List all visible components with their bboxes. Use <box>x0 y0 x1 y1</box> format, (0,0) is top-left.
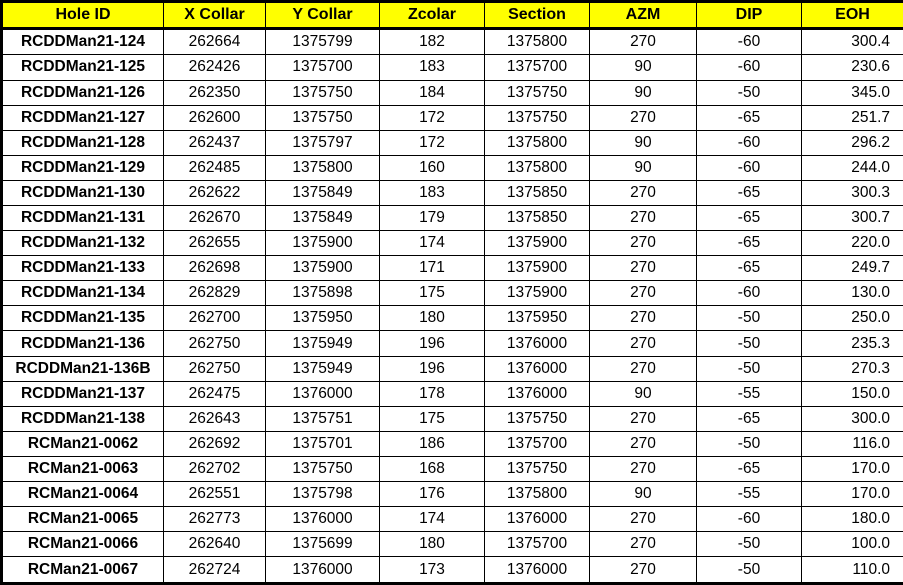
cell-x-collar: 262350 <box>164 80 266 105</box>
table-row <box>2 205 903 230</box>
cell-hole-id: RCDDMan21-126 <box>2 80 164 105</box>
header-eoh: EOH <box>802 2 903 29</box>
cell-eoh: 251.7 <box>802 105 903 130</box>
cell-hole-id: RCDDMan21-128 <box>2 130 164 155</box>
cell-eoh: 270.3 <box>802 356 903 381</box>
cell-zcolar: 174 <box>380 507 485 532</box>
cell-azm: 270 <box>590 532 697 557</box>
cell-eoh: 300.0 <box>802 406 903 431</box>
cell-zcolar: 174 <box>380 231 485 256</box>
cell-zcolar: 183 <box>380 55 485 80</box>
cell-section: 1375950 <box>485 306 590 331</box>
cell-dip: -50 <box>697 331 802 356</box>
cell-x-collar: 262750 <box>164 356 266 381</box>
cell-section: 1375700 <box>485 431 590 456</box>
cell-dip: -50 <box>697 431 802 456</box>
header-y-collar: Y Collar <box>266 2 380 29</box>
table-row <box>2 306 903 331</box>
cell-zcolar: 168 <box>380 456 485 481</box>
cell-x-collar: 262664 <box>164 29 266 55</box>
cell-hole-id: RCMan21-0062 <box>2 431 164 456</box>
table-row <box>2 331 903 356</box>
cell-eoh: 235.3 <box>802 331 903 356</box>
cell-hole-id: RCDDMan21-129 <box>2 155 164 180</box>
cell-azm: 270 <box>590 431 697 456</box>
cell-x-collar: 262773 <box>164 507 266 532</box>
cell-hole-id: RCDDMan21-137 <box>2 381 164 406</box>
cell-azm: 270 <box>590 507 697 532</box>
cell-hole-id: RCMan21-0066 <box>2 532 164 557</box>
cell-hole-id: RCDDMan21-127 <box>2 105 164 130</box>
cell-eoh: 116.0 <box>802 431 903 456</box>
cell-dip: -65 <box>697 456 802 481</box>
cell-y-collar: 1375900 <box>266 256 380 281</box>
cell-zcolar: 183 <box>380 180 485 205</box>
cell-hole-id: RCDDMan21-130 <box>2 180 164 205</box>
table-row <box>2 406 903 431</box>
cell-hole-id: RCMan21-0067 <box>2 557 164 584</box>
cell-y-collar: 1375700 <box>266 55 380 80</box>
cell-zcolar: 196 <box>380 356 485 381</box>
cell-x-collar: 262437 <box>164 130 266 155</box>
table-row <box>2 281 903 306</box>
table-row <box>2 507 903 532</box>
cell-dip: -65 <box>697 406 802 431</box>
table-row <box>2 80 903 105</box>
cell-eoh: 244.0 <box>802 155 903 180</box>
cell-azm: 90 <box>590 130 697 155</box>
cell-x-collar: 262643 <box>164 406 266 431</box>
cell-section: 1376000 <box>485 331 590 356</box>
cell-y-collar: 1375950 <box>266 306 380 331</box>
table-row <box>2 55 903 80</box>
cell-dip: -60 <box>697 155 802 180</box>
cell-zcolar: 184 <box>380 80 485 105</box>
cell-dip: -55 <box>697 482 802 507</box>
cell-section: 1375800 <box>485 155 590 180</box>
cell-x-collar: 262724 <box>164 557 266 584</box>
cell-dip: -55 <box>697 381 802 406</box>
cell-hole-id: RCDDMan21-132 <box>2 231 164 256</box>
cell-dip: -50 <box>697 557 802 584</box>
cell-x-collar: 262485 <box>164 155 266 180</box>
table-row <box>2 532 903 557</box>
cell-y-collar: 1375751 <box>266 406 380 431</box>
cell-eoh: 300.3 <box>802 180 903 205</box>
cell-azm: 90 <box>590 482 697 507</box>
table-row <box>2 456 903 481</box>
cell-x-collar: 262600 <box>164 105 266 130</box>
cell-dip: -50 <box>697 80 802 105</box>
cell-x-collar: 262702 <box>164 456 266 481</box>
cell-section: 1375750 <box>485 105 590 130</box>
cell-y-collar: 1375898 <box>266 281 380 306</box>
cell-x-collar: 262829 <box>164 281 266 306</box>
table-row <box>2 180 903 205</box>
cell-azm: 270 <box>590 29 697 55</box>
cell-section: 1376000 <box>485 507 590 532</box>
cell-eoh: 180.0 <box>802 507 903 532</box>
cell-azm: 90 <box>590 155 697 180</box>
table-row <box>2 155 903 180</box>
cell-x-collar: 262475 <box>164 381 266 406</box>
cell-y-collar: 1375798 <box>266 482 380 507</box>
cell-hole-id: RCDDMan21-133 <box>2 256 164 281</box>
cell-hole-id: RCDDMan21-135 <box>2 306 164 331</box>
cell-y-collar: 1375800 <box>266 155 380 180</box>
cell-azm: 270 <box>590 557 697 584</box>
table-row <box>2 231 903 256</box>
table-row <box>2 381 903 406</box>
cell-y-collar: 1375797 <box>266 130 380 155</box>
cell-dip: -65 <box>697 105 802 130</box>
table-body <box>2 29 903 584</box>
cell-section: 1375800 <box>485 29 590 55</box>
cell-y-collar: 1375849 <box>266 205 380 230</box>
cell-azm: 270 <box>590 205 697 230</box>
cell-zcolar: 182 <box>380 29 485 55</box>
cell-eoh: 249.7 <box>802 256 903 281</box>
cell-dip: -65 <box>697 256 802 281</box>
cell-section: 1375750 <box>485 406 590 431</box>
cell-dip: -60 <box>697 29 802 55</box>
cell-eoh: 100.0 <box>802 532 903 557</box>
cell-section: 1375900 <box>485 281 590 306</box>
cell-section: 1375700 <box>485 532 590 557</box>
cell-y-collar: 1375750 <box>266 105 380 130</box>
cell-dip: -50 <box>697 356 802 381</box>
table-row <box>2 482 903 507</box>
table-row <box>2 29 903 55</box>
cell-hole-id: RCMan21-0064 <box>2 482 164 507</box>
cell-zcolar: 175 <box>380 281 485 306</box>
cell-y-collar: 1375949 <box>266 331 380 356</box>
cell-x-collar: 262698 <box>164 256 266 281</box>
cell-hole-id: RCMan21-0065 <box>2 507 164 532</box>
header-dip: DIP <box>697 2 802 29</box>
cell-y-collar: 1376000 <box>266 557 380 584</box>
table-header-row <box>2 2 903 29</box>
cell-section: 1375900 <box>485 231 590 256</box>
cell-hole-id: RCDDMan21-125 <box>2 55 164 80</box>
cell-section: 1375850 <box>485 205 590 230</box>
cell-eoh: 296.2 <box>802 130 903 155</box>
cell-hole-id: RCDDMan21-124 <box>2 29 164 55</box>
header-section: Section <box>485 2 590 29</box>
cell-zcolar: 180 <box>380 306 485 331</box>
cell-hole-id: RCMan21-0063 <box>2 456 164 481</box>
header-x-collar: X Collar <box>164 2 266 29</box>
cell-dip: -60 <box>697 281 802 306</box>
cell-y-collar: 1376000 <box>266 381 380 406</box>
cell-azm: 270 <box>590 306 697 331</box>
cell-dip: -60 <box>697 507 802 532</box>
cell-eoh: 170.0 <box>802 482 903 507</box>
cell-eoh: 250.0 <box>802 306 903 331</box>
cell-eoh: 170.0 <box>802 456 903 481</box>
cell-azm: 270 <box>590 281 697 306</box>
cell-y-collar: 1375849 <box>266 180 380 205</box>
cell-eoh: 220.0 <box>802 231 903 256</box>
cell-zcolar: 171 <box>380 256 485 281</box>
cell-zcolar: 172 <box>380 130 485 155</box>
cell-zcolar: 160 <box>380 155 485 180</box>
cell-dip: -50 <box>697 306 802 331</box>
cell-section: 1375800 <box>485 482 590 507</box>
cell-dip: -65 <box>697 231 802 256</box>
cell-section: 1375700 <box>485 55 590 80</box>
header-hole-id: Hole ID <box>2 2 164 29</box>
cell-zcolar: 178 <box>380 381 485 406</box>
cell-zcolar: 176 <box>380 482 485 507</box>
cell-azm: 270 <box>590 105 697 130</box>
table-row <box>2 431 903 456</box>
cell-azm: 90 <box>590 80 697 105</box>
cell-hole-id: RCDDMan21-136 <box>2 331 164 356</box>
cell-y-collar: 1375750 <box>266 456 380 481</box>
cell-x-collar: 262750 <box>164 331 266 356</box>
cell-eoh: 300.4 <box>802 29 903 55</box>
cell-x-collar: 262655 <box>164 231 266 256</box>
cell-section: 1375750 <box>485 80 590 105</box>
cell-azm: 270 <box>590 456 697 481</box>
cell-azm: 270 <box>590 331 697 356</box>
cell-x-collar: 262670 <box>164 205 266 230</box>
cell-zcolar: 179 <box>380 205 485 230</box>
cell-zcolar: 180 <box>380 532 485 557</box>
cell-hole-id: RCDDMan21-134 <box>2 281 164 306</box>
cell-eoh: 110.0 <box>802 557 903 584</box>
cell-zcolar: 186 <box>380 431 485 456</box>
cell-hole-id: RCDDMan21-138 <box>2 406 164 431</box>
table-row <box>2 105 903 130</box>
cell-section: 1376000 <box>485 356 590 381</box>
cell-y-collar: 1375701 <box>266 431 380 456</box>
cell-x-collar: 262551 <box>164 482 266 507</box>
cell-zcolar: 173 <box>380 557 485 584</box>
cell-dip: -65 <box>697 205 802 230</box>
cell-zcolar: 175 <box>380 406 485 431</box>
cell-zcolar: 196 <box>380 331 485 356</box>
cell-section: 1375900 <box>485 256 590 281</box>
cell-y-collar: 1375949 <box>266 356 380 381</box>
cell-dip: -60 <box>697 55 802 80</box>
cell-azm: 90 <box>590 55 697 80</box>
cell-zcolar: 172 <box>380 105 485 130</box>
cell-dip: -50 <box>697 532 802 557</box>
cell-x-collar: 262692 <box>164 431 266 456</box>
table-row <box>2 557 903 584</box>
cell-eoh: 130.0 <box>802 281 903 306</box>
cell-y-collar: 1375799 <box>266 29 380 55</box>
cell-x-collar: 262640 <box>164 532 266 557</box>
cell-azm: 270 <box>590 180 697 205</box>
cell-dip: -60 <box>697 130 802 155</box>
cell-eoh: 345.0 <box>802 80 903 105</box>
cell-azm: 270 <box>590 406 697 431</box>
cell-y-collar: 1375750 <box>266 80 380 105</box>
cell-section: 1375800 <box>485 130 590 155</box>
cell-y-collar: 1375699 <box>266 532 380 557</box>
table-row <box>2 256 903 281</box>
cell-x-collar: 262622 <box>164 180 266 205</box>
cell-azm: 270 <box>590 231 697 256</box>
cell-azm: 270 <box>590 356 697 381</box>
table-row <box>2 356 903 381</box>
cell-hole-id: RCDDMan21-136B <box>2 356 164 381</box>
cell-y-collar: 1375900 <box>266 231 380 256</box>
cell-hole-id: RCDDMan21-131 <box>2 205 164 230</box>
cell-azm: 270 <box>590 256 697 281</box>
cell-dip: -65 <box>697 180 802 205</box>
cell-eoh: 150.0 <box>802 381 903 406</box>
cell-section: 1376000 <box>485 381 590 406</box>
cell-section: 1375750 <box>485 456 590 481</box>
cell-x-collar: 262700 <box>164 306 266 331</box>
cell-eoh: 230.6 <box>802 55 903 80</box>
header-zcolar: Zcolar <box>380 2 485 29</box>
header-azm: AZM <box>590 2 697 29</box>
cell-section: 1376000 <box>485 557 590 584</box>
cell-section: 1375850 <box>485 180 590 205</box>
cell-x-collar: 262426 <box>164 55 266 80</box>
table-row <box>2 130 903 155</box>
cell-y-collar: 1376000 <box>266 507 380 532</box>
cell-azm: 90 <box>590 381 697 406</box>
cell-eoh: 300.7 <box>802 205 903 230</box>
